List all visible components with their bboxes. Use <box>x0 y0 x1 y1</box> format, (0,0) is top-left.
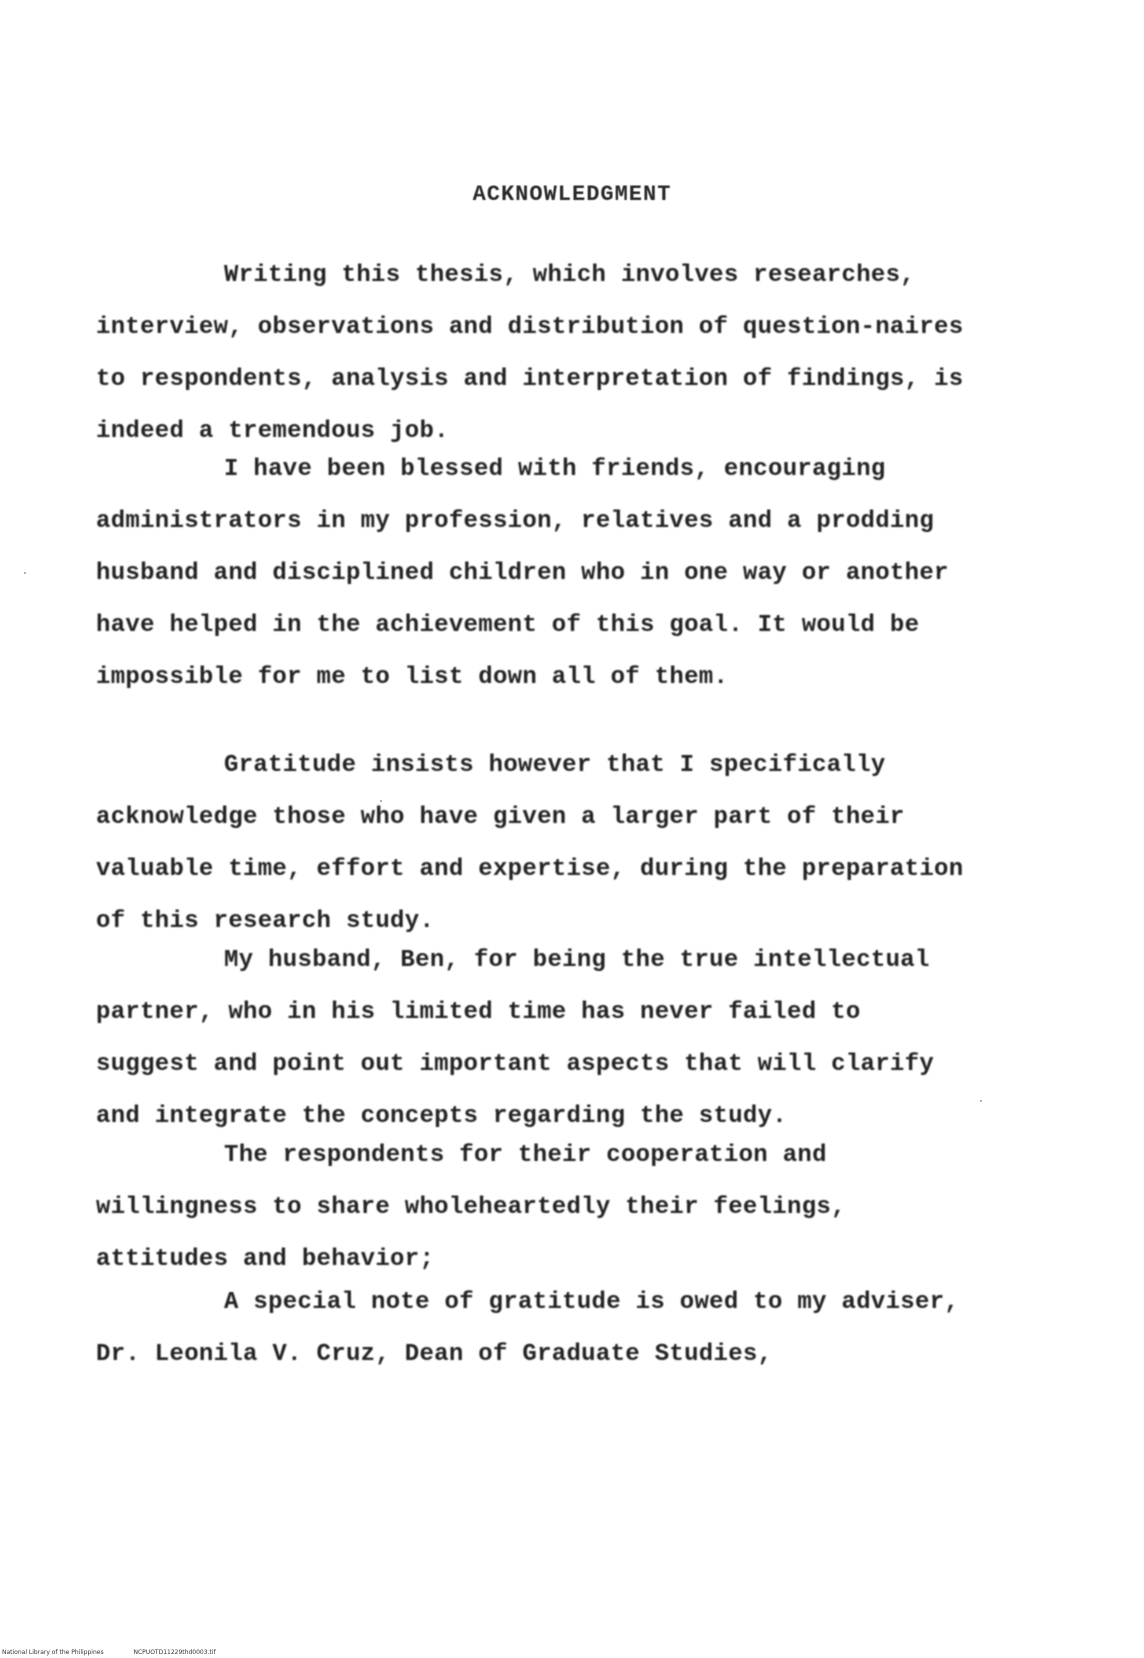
scan-footer <box>2 1649 244 1656</box>
scan-speck <box>24 572 26 574</box>
page-title: ACKNOWLEDGMENT <box>472 182 672 207</box>
paragraph-6: A special note of gratitude is owed to my adviser, Dr. Leonila V. Cruz, Dean of Graduate Studies, <box>96 1289 960 1368</box>
footer-file-id: NCPUOTD11229thd0003.tif <box>133 1649 216 1656</box>
paragraph-3: Gratitude insists however that I specifically acknowledge those who have given a larger part of their valuable time, effort and expertise, during the preparation of this research study. <box>96 752 964 935</box>
footer-library: National Library of the Philippines <box>2 1649 104 1656</box>
scan-speck <box>380 800 382 802</box>
scan-speck <box>980 1100 982 1102</box>
paragraph-4: My husband, Ben, for being the true intellectual partner, who in his limited time has never failed to suggest and point out important aspects that will clarify and integrate the concepts regarding the study. <box>96 947 935 1130</box>
paragraph-5: The respondents for their cooperation and willingness to share wholeheartedly their feelings, attitudes and behavior; <box>96 1142 846 1273</box>
paragraph-1: Writing this thesis, which involves researches, interview, observations and distribution of question-naires to respondents, analysis and interpretation of findings, is indeed a tremendous job. <box>96 262 964 445</box>
paragraph-2: I have been blessed with friends, encouraging administrators in my profession, relatives and a prodding husband and disciplined children who in one way or another have helped in the achievement of this goal. It would be impossible for me to list down all of them. <box>96 456 949 691</box>
